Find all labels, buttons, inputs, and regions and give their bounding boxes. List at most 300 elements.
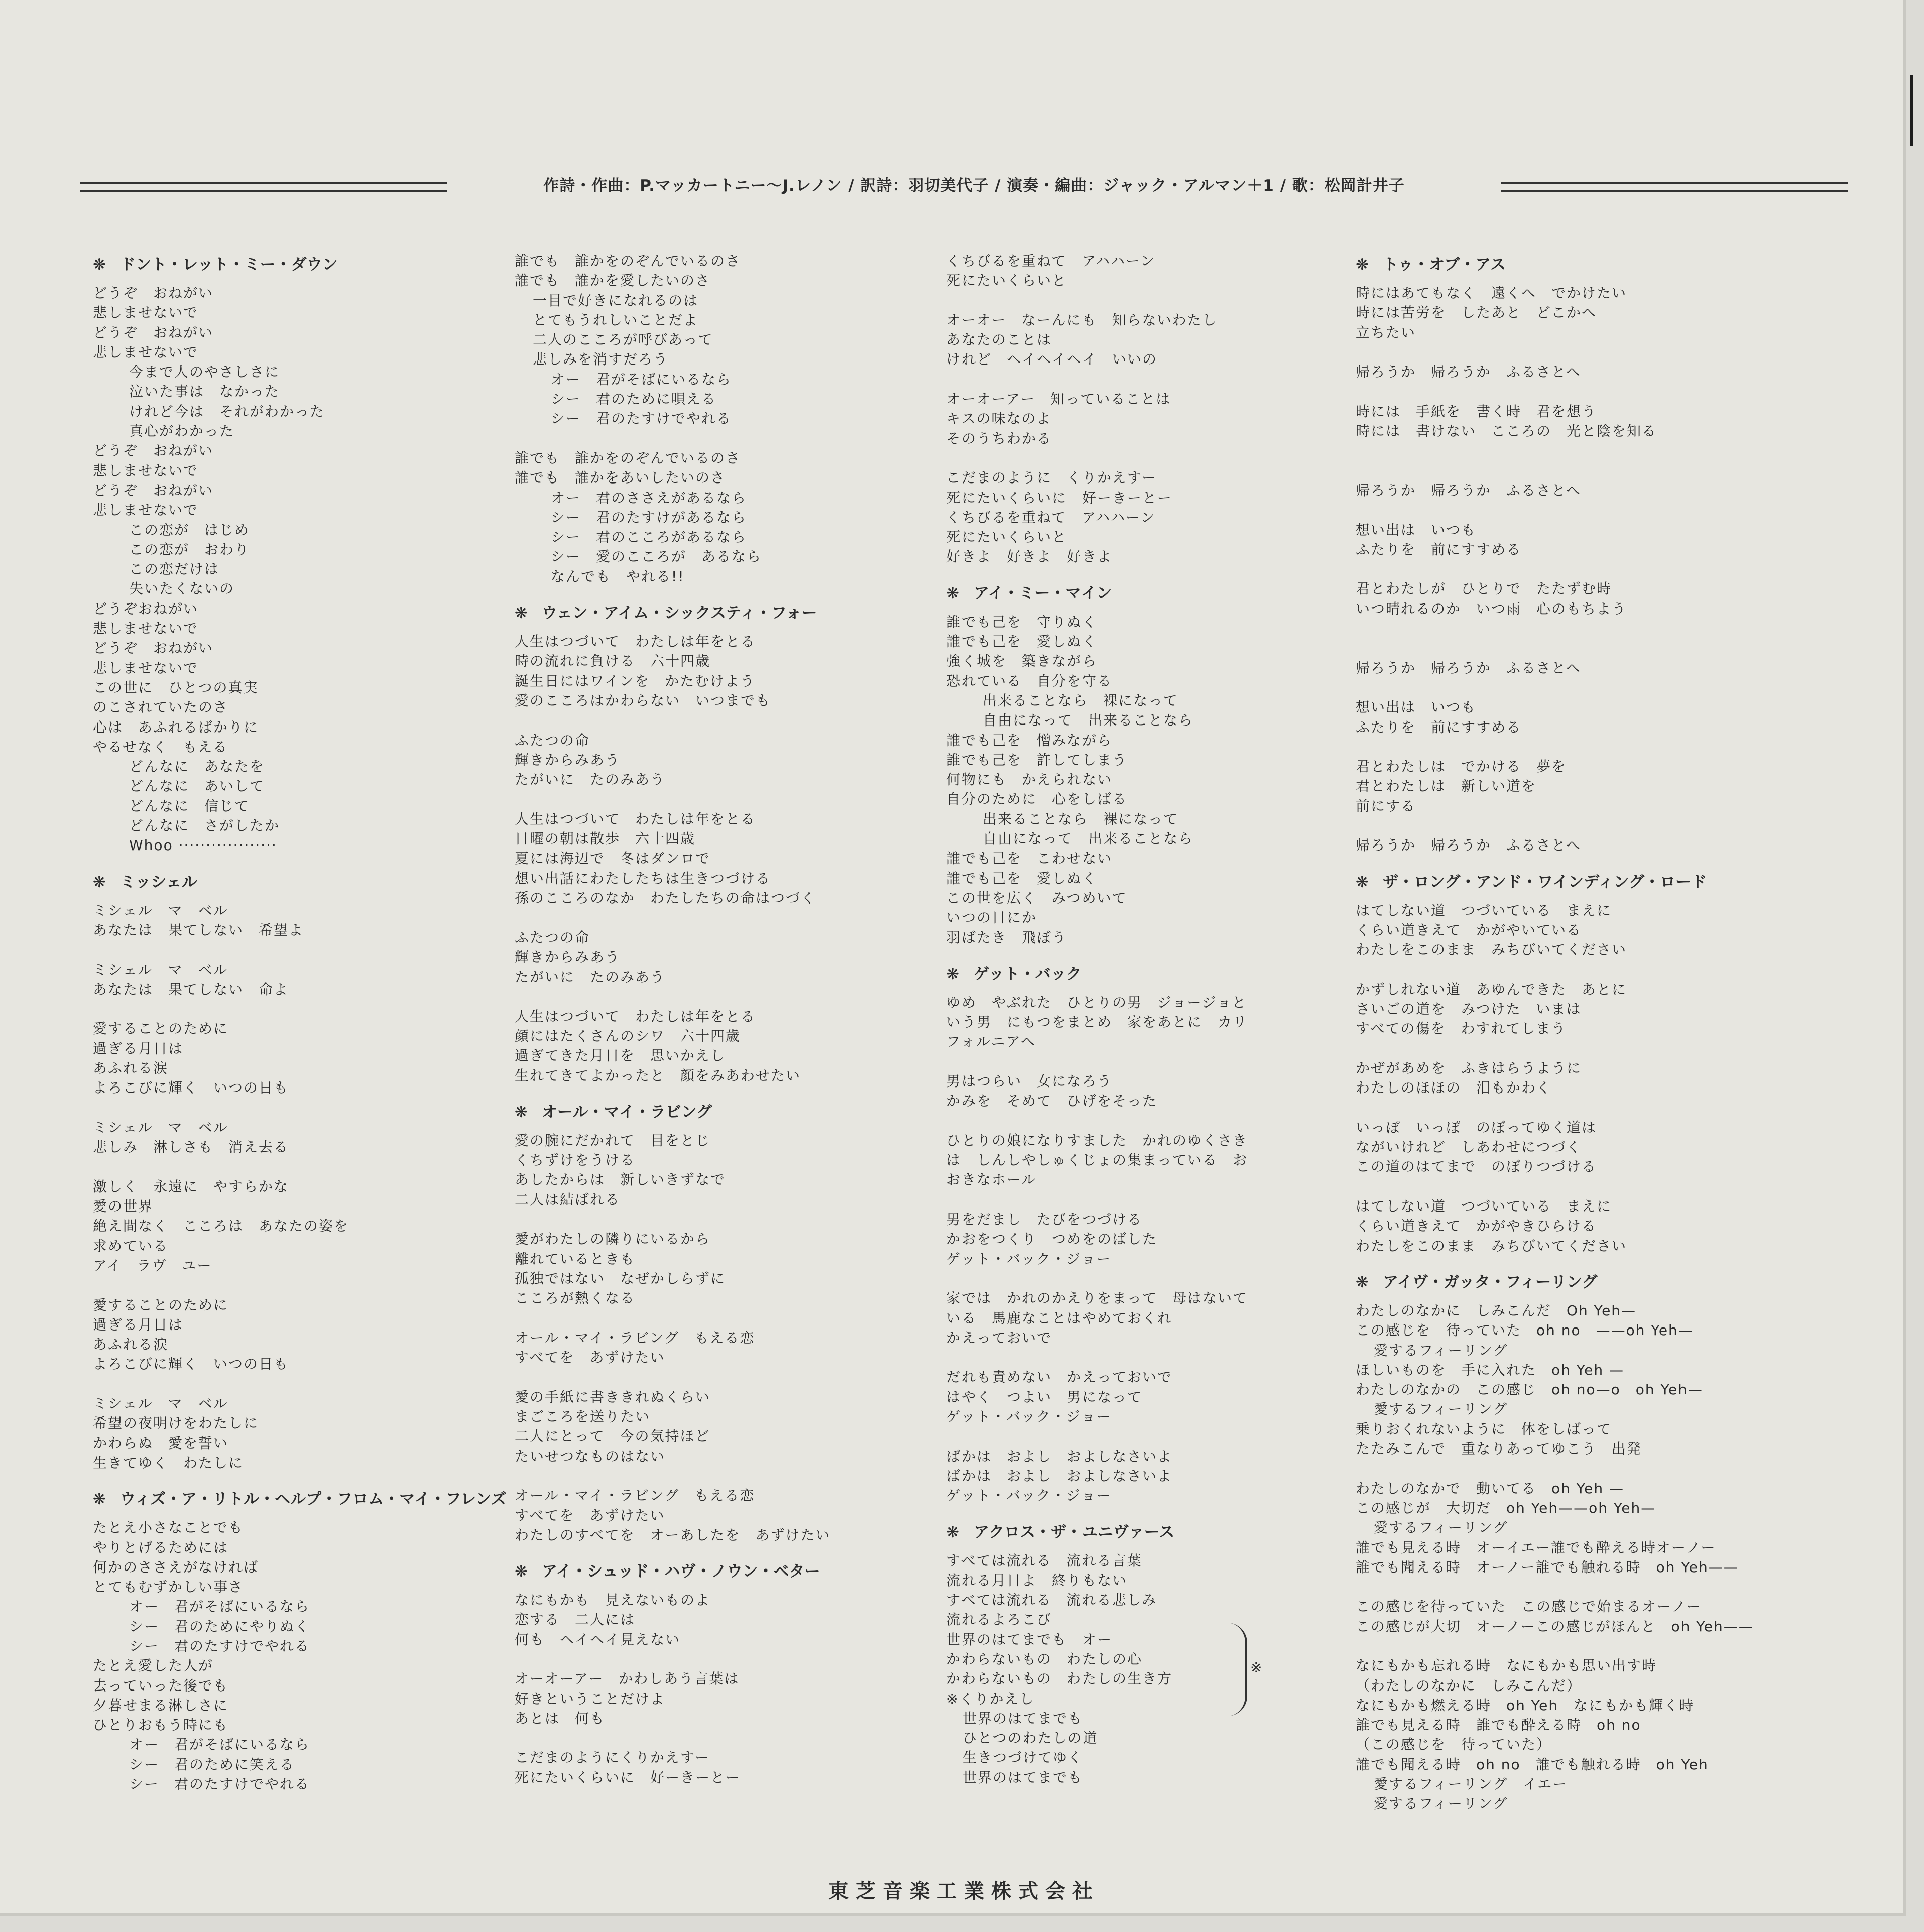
lyric-line: 誰でも己を こわせない: [946, 850, 1113, 867]
lyric-line: なんでも やれる!!: [551, 568, 685, 585]
lyric-line: オール・マイ・ラビング もえる恋: [515, 1487, 755, 1504]
lyric-line: ひとりおもう時にも: [93, 1717, 229, 1734]
stanza-gap: [946, 291, 1358, 310]
lyric-line: 悲しみを消すだろう: [533, 351, 669, 368]
lyric-line: 二人は結ばれる: [515, 1191, 621, 1208]
lyric-line: 人生はつづいて わたしは年をとる: [515, 1008, 756, 1025]
lyric-line: なにもかも燃える時 oh Yeh なにもかも輝く時: [1356, 1697, 1695, 1714]
lyric-line: シー 君のために唄える: [551, 391, 717, 408]
flower-bullet-icon: ❋: [946, 1523, 959, 1541]
lyric-line: 流れるよろこび: [946, 1611, 1052, 1628]
lyric-line: わたしをこのまま みちびいてください: [1356, 1237, 1627, 1254]
lyric-line: たいせつなものはない: [515, 1447, 666, 1465]
lyric-line: この感じが 大切だ oh Yeh——oh Yeh—: [1356, 1499, 1656, 1516]
flower-bullet-icon: ❋: [93, 1490, 106, 1509]
song-title: [515, 1099, 926, 1126]
lyric-line: この道のはてまで のぼりつづける: [1356, 1158, 1597, 1175]
lyric-line: 想い出は いつも: [1356, 699, 1477, 716]
lyric-line: 愛するフィーリング: [1374, 1795, 1508, 1813]
lyric-line: かわらないもの わたしの心: [946, 1651, 1143, 1667]
repeat-mark: ※: [1250, 1659, 1262, 1676]
lyric-line: ゲット・バック・ジョー: [946, 1408, 1112, 1425]
lyric-line: 悲しませないで: [93, 304, 199, 321]
song-title-text: ウィズ・ア・リトル・ヘルプ・フロム・マイ・フレンズ: [119, 1490, 507, 1509]
lyric-line: くらい道きえて かがやきひらける: [1356, 1218, 1597, 1235]
lyric-line: オール・マイ・ラビング もえる恋: [515, 1329, 755, 1346]
song-title: [515, 599, 926, 627]
lyric-line: ふたつの命: [515, 732, 590, 749]
lyric-line: この感じを 待っていた oh no ——oh Yeh—: [1356, 1322, 1694, 1339]
lyric-line: そのうちわかる: [946, 430, 1052, 447]
repeat-brace: [1225, 1623, 1247, 1716]
lyric-line: すべては流れる 流れる悲しみ: [946, 1592, 1157, 1609]
lyric-line: フォルニアへ: [946, 1033, 1036, 1050]
lyric-line: 誰でも見える時 誰でも酔える時 oh no: [1356, 1717, 1641, 1734]
lyric-line: 自分のために 心をしばる: [946, 791, 1128, 808]
lyric-line: この世を広く みつめいて: [946, 889, 1127, 906]
lyric-line: けれど ヘイヘイヘイ いいの: [946, 351, 1158, 368]
lyric-line: 真心がわかった: [129, 423, 235, 440]
lyric-line: かわらないもの わたしの生き方: [946, 1670, 1173, 1687]
lyric-line: どうぞ おねがい: [93, 442, 214, 459]
flower-bullet-icon: ❋: [515, 1562, 528, 1581]
stanza-gap: [946, 1052, 1358, 1071]
lyric-line: あしたからは 新しいきずなで: [515, 1171, 726, 1188]
lyric-line: 人生はつづいて わたしは年をとる: [515, 633, 756, 650]
stanza-gap: [515, 1367, 926, 1387]
lyric-line: この感じが大切 オーノーこの感じがほんと oh Yeh——: [1356, 1618, 1754, 1635]
lyric-line: たとえ小さなことでも: [93, 1519, 244, 1536]
lyric-line: 世界のはてまでも: [963, 1769, 1084, 1786]
song-title: [946, 960, 1358, 988]
song-title-text: アクロス・ザ・ユニヴァース: [973, 1523, 1175, 1541]
lyric-line: ふたりを 前にすすめる: [1356, 718, 1522, 736]
lyrics-column-1: [93, 251, 505, 1794]
lyric-line: どうぞおねがい: [93, 600, 199, 617]
lyric-line: 乗りおくれないように 体をしばって: [1356, 1420, 1612, 1437]
lyric-line: 愛の腕にだかれて 目をとじ: [515, 1132, 711, 1149]
stanza-gap: [1356, 382, 1767, 401]
lyric-line: 恋する 二人には: [515, 1611, 636, 1628]
lyric-line: さいごの道を みつけた いまは: [1356, 1001, 1582, 1018]
lyric-line: どうぞ おねがい: [93, 481, 214, 499]
lyric-line: いつ晴れるのか いつ雨 心のもちよう: [1356, 600, 1627, 617]
stanza-gap: [1356, 960, 1767, 980]
lyric-line: 顔にはたくさんのシワ 六十四歳: [515, 1027, 741, 1044]
lyric-line: かぜがあめを ふきはらうように: [1356, 1059, 1582, 1076]
song-title-text: アイ・シュッド・ハヴ・ノウン・ベター: [541, 1562, 820, 1581]
lyric-line: 死にたいくらいと: [946, 272, 1067, 289]
stanza-gap: [1356, 1577, 1767, 1597]
lyric-line: シー 君のたすけでやれる: [129, 1776, 310, 1793]
lyric-line: 立ちたい: [1356, 324, 1416, 341]
lyric-line: 死にたいくらいに 好ーきーとー: [946, 489, 1173, 506]
lyric-line: 男はつらい 女になろう: [946, 1072, 1113, 1090]
lyric-line: どんなに あいして: [129, 778, 265, 795]
lyric-line: 世界のはてまでも: [963, 1710, 1084, 1727]
lyric-line: ゲット・バック・ジョー: [946, 1487, 1112, 1504]
lyric-line: シー 君のたすけがあるなら: [551, 509, 747, 526]
song-title-text: ザ・ロング・アンド・ワインディング・ロード: [1382, 873, 1707, 891]
lyric-line: やるせなく もえる: [93, 738, 228, 755]
lyric-line: どんなに あなたを: [129, 758, 265, 775]
lyric-line: 生れてきてよかったと 顔をみあわせたい: [515, 1067, 801, 1084]
lyric-line: こだまのようにくりかえすー: [515, 1749, 710, 1766]
lyric-line: 帰ろうか 帰ろうか ふるさとへ: [1356, 659, 1581, 676]
lyric-line: あとは 何も: [515, 1710, 606, 1727]
lyric-line: この恋だけは: [129, 561, 220, 578]
lyric-line: この感じを待っていた この感じで始まるオーノー: [1356, 1598, 1702, 1615]
stanza-gap: [1356, 1098, 1767, 1118]
lyric-line: 君とわたしは でかける 夢を: [1356, 758, 1567, 775]
lyric-line: 過ぎる月日は: [93, 1316, 184, 1333]
lyric-line: かえっておいで: [946, 1329, 1052, 1346]
lyric-line: すべては流れる 流れる言葉: [946, 1552, 1142, 1569]
lyric-line: どうぞ おねがい: [93, 285, 214, 301]
stanza-gap: [93, 1157, 505, 1176]
lyric-line: なにもかも忘れる時 なにもかも思い出す時: [1356, 1657, 1657, 1674]
lyric-line: 羽ばたき 飛ぼう: [946, 929, 1067, 946]
flower-bullet-icon: ❋: [946, 584, 959, 602]
lyric-line: だれも責めない かえっておいで: [946, 1369, 1173, 1386]
song-title: [515, 1558, 926, 1585]
lyric-line: ミシェル マ ベル: [93, 1119, 228, 1136]
lyric-line: ゆめ やぶれた ひとりの男 ジョージョと: [946, 994, 1247, 1011]
lyric-line: よろこびに輝く いつの日も: [93, 1079, 289, 1097]
stanza-gap: [946, 1426, 1358, 1446]
lyric-line: 過ぎる月日は: [93, 1040, 184, 1057]
lyric-line: 死にたいくらいに 好ーきーとー: [515, 1769, 741, 1786]
lyric-line: すべてを あずけたい: [515, 1507, 665, 1524]
lyric-line: いっぽ いっぽ のぼってゆく道は: [1356, 1119, 1597, 1136]
lyric-line: 誰でも聞える時 oh no 誰でも触れる時 oh Yeh: [1356, 1756, 1709, 1773]
lyric-line: はやく つよい 男になって: [946, 1388, 1143, 1405]
stanza-gap: [93, 999, 505, 1019]
lyric-line: かずしれない道 あゆんできた あとに: [1356, 981, 1627, 998]
lyric-line: 泣いた事は なかった: [129, 383, 280, 400]
lyric-line: 悲しませないで: [93, 343, 199, 360]
lyric-line: 愛することのために: [93, 1296, 229, 1313]
song-title-text: アイ・ミー・マイン: [973, 584, 1112, 602]
stanza-gap: [515, 1308, 926, 1328]
lyric-line: 悲しみ 淋しさも 消え去る: [93, 1139, 289, 1156]
lyric-line: 誰でも己を 愛しぬく: [946, 633, 1098, 650]
lyric-line: 去っていった後でも: [93, 1677, 229, 1694]
stanza-gap: [946, 1348, 1358, 1367]
stanza-gap: [946, 1190, 1358, 1210]
lyric-line: 離れているときも: [515, 1250, 636, 1267]
song-title: [1356, 869, 1767, 896]
lyric-line: オー 君がそばにいるなら: [551, 371, 732, 388]
stanza-gap: [515, 429, 926, 448]
stanza-gap: [1356, 342, 1767, 362]
lyric-line: 心は あふれるばかりに: [93, 718, 259, 736]
lyric-line: シー 君のためにやりぬく: [129, 1618, 310, 1635]
lyric-line: 男をだまし たびをつづける: [946, 1211, 1143, 1228]
stanza-gap: [1356, 559, 1767, 579]
lyric-line: すべてを あずけたい: [515, 1349, 665, 1366]
flower-bullet-icon: ❋: [1356, 1273, 1369, 1291]
stanza-gap: [515, 987, 926, 1006]
song-title-text: トゥ・オブ・アス: [1382, 256, 1506, 274]
stanza-gap: [515, 908, 926, 927]
lyric-line: たがいに たのみあう: [515, 771, 666, 788]
lyric-line: オー 君がそばにいるなら: [129, 1598, 310, 1615]
lyric-line: 生きてゆく わたしに: [93, 1454, 244, 1471]
lyric-line: 出来ることなら 裸になって: [983, 692, 1179, 709]
lyric-line: のこされていたのさ: [93, 699, 229, 716]
stanza-gap: [1356, 619, 1767, 638]
lyric-line: ほしいものを 手に入れた oh Yeh —: [1356, 1361, 1625, 1378]
lyric-line: あふれる涙: [93, 1059, 169, 1076]
lyric-line: 絶え間なく こころは あなたの姿を: [93, 1218, 349, 1235]
song-title-text: アイヴ・ガッタ・フィーリング: [1382, 1273, 1598, 1291]
lyric-line: この世に ひとつの真実: [93, 679, 259, 696]
lyric-line: 愛の世界: [93, 1198, 154, 1215]
flower-bullet-icon: ❋: [1356, 256, 1369, 274]
lyric-line: 誕生日にはワインを かたむけよう: [515, 672, 756, 689]
lyric-line: 輝きからみあう: [515, 948, 621, 965]
lyric-line: すべての傷を わすれてしまう: [1356, 1020, 1567, 1037]
lyric-line: わたしのすべてを オーあしたを あずけたい: [515, 1526, 831, 1543]
lyrics-column-2: [515, 251, 926, 1787]
stanza-gap: [946, 448, 1358, 468]
stanza-gap: [1356, 678, 1767, 697]
lyric-line: シー 君のたすけでやれる: [129, 1638, 310, 1654]
header-rule-right: [1501, 182, 1848, 192]
lyric-line: 誰でも 誰かを愛したいのさ: [515, 272, 711, 289]
lyric-line: 悲しませないで: [93, 502, 199, 519]
lyric-line: 誰でも 誰かをのぞんでいるのさ: [515, 253, 741, 269]
lyric-line: 愛するフィーリング: [1374, 1342, 1508, 1359]
stanza-gap: [1356, 441, 1767, 460]
lyric-line: 愛の手紙に書ききれぬくらい: [515, 1388, 711, 1405]
lyric-line: 時には苦労を したあと どこかへ: [1356, 304, 1597, 321]
stanza-gap: [1356, 816, 1767, 835]
lyric-line: こだまのように くりかえすー: [946, 469, 1157, 487]
song-title: [93, 251, 505, 278]
lyric-line: 夏には海辺で 冬はダンロで: [515, 850, 711, 867]
song-title-text: ドント・レット・ミー・ダウン: [119, 256, 338, 274]
lyric-line: 自由になって 出来ることなら: [983, 712, 1194, 729]
lyric-line: シー 君のこころがあるなら: [551, 529, 747, 546]
lyric-line: 時の流れに負ける 六十四歳: [515, 653, 711, 670]
lyric-line: ひとつのわたしの道: [963, 1730, 1098, 1747]
lyric-line: ながいけれど しあわせにつづく: [1356, 1139, 1582, 1156]
lyric-line: アイ ラヴ ユー: [93, 1257, 212, 1274]
lyrics-column-3: [946, 251, 1358, 1787]
lyric-line: わたしのなかに しみこんだ Oh Yeh—: [1356, 1302, 1637, 1319]
lyric-line: 帰ろうか 帰ろうか ふるさとへ: [1356, 364, 1581, 381]
lyric-line: 愛のこころはかわらない いつまでも: [515, 692, 771, 709]
lyric-line: 誰でも見える時 オーイエー誰でも酔える時オーノー: [1356, 1539, 1716, 1556]
stanza-gap: [515, 1210, 926, 1229]
lyric-line: 誰でも己を 愛しぬく: [946, 870, 1098, 887]
lyric-line: けれど今は それがわかった: [129, 403, 325, 420]
lyric-line: 時にはあてもなく 遠くへ でかけたい: [1356, 285, 1627, 301]
lyric-line: オー 君がそばにいるなら: [129, 1736, 310, 1753]
lyric-line: オー 君のささえがあるなら: [551, 489, 747, 506]
lyric-line: ゲット・バック・ジョー: [946, 1250, 1112, 1267]
song-title: [946, 580, 1358, 607]
song-title-text: ミッシェル: [119, 873, 197, 891]
lyric-line: まごころを送りたい: [515, 1408, 651, 1425]
lyric-line: 孤独ではない なぜかしらずに: [515, 1270, 726, 1287]
lyric-line: 誰でも己を 憎みながら: [946, 732, 1113, 749]
lyric-line: オーオーアー 知っていることは: [946, 391, 1171, 408]
lyric-line: 生きつづけてゆく: [963, 1749, 1084, 1766]
lyric-line: どうぞ おねがい: [93, 324, 214, 341]
lyric-line: 悲しませないで: [93, 659, 199, 676]
lyric-line: シー 愛のこころが あるなら: [551, 548, 762, 565]
lyric-line: （わたしのなかに しみこんだ）: [1356, 1677, 1582, 1694]
lyric-line: くらい道きえて かがやいている: [1356, 921, 1582, 938]
lyric-line: わたしをこのまま みちびいてください: [1356, 941, 1627, 958]
lyric-line: どうぞ おねがい: [93, 640, 214, 657]
lyric-line: くちびるを重ねて アハハーン: [946, 253, 1156, 269]
lyric-line: 誰でも己を 許してしまう: [946, 751, 1128, 768]
lyric-line: 愛するフィーリング: [1374, 1519, 1508, 1536]
stanza-gap: [515, 1466, 926, 1486]
lyric-line: いる 馬鹿なことはやめておくれ: [946, 1309, 1173, 1326]
lyric-line: 一目で好きになれるのは: [533, 292, 699, 309]
lyric-line: おきなホール: [946, 1171, 1037, 1188]
flower-bullet-icon: ❋: [946, 964, 959, 983]
edge-mark: [1910, 75, 1924, 146]
lyric-line: あなたのことは: [946, 331, 1052, 348]
lyric-line: あなたは 果てしない 希望よ: [93, 921, 304, 938]
lyric-line: 出来ることなら 裸になって: [983, 810, 1179, 827]
lyric-line: ふたつの命: [515, 929, 590, 946]
lyric-line: 求めている: [93, 1237, 169, 1254]
lyric-line: シー 君のために笑える: [129, 1756, 295, 1773]
lyric-line: たたみこんで 重なりあってゆこう 出発: [1356, 1440, 1642, 1458]
lyric-line: なにもかも 見えないものよ: [515, 1592, 711, 1609]
lyric-line: ミシェル マ ベル: [93, 902, 228, 919]
flower-bullet-icon: ❋: [93, 873, 106, 891]
lyric-line: ※くりかえし: [946, 1690, 1035, 1707]
lyric-line: わたしのなかで 動いてる oh Yeh —: [1356, 1480, 1625, 1497]
lyric-line: 過ぎてきた月日を 思いかえし: [515, 1047, 726, 1064]
lyric-line: 愛することのために: [93, 1020, 229, 1037]
stanza-gap: [1356, 1039, 1767, 1058]
lyric-line: 何物にも かえられない: [946, 771, 1113, 788]
stanza-gap: [93, 1098, 505, 1118]
flower-bullet-icon: ❋: [1356, 873, 1369, 891]
lyric-line: 夕暮せまる淋しさに: [93, 1697, 229, 1714]
lyric-line: 帰ろうか 帰ろうか ふるさとへ: [1356, 481, 1581, 499]
lyric-line: ふたりを 前にすすめる: [1356, 541, 1522, 558]
lyric-line: 人生はつづいて わたしは年をとる: [515, 810, 756, 827]
lyric-line: 時には 書けない こころの 光と陰を知る: [1356, 423, 1657, 440]
lyric-line: 家では かれのかえりをまって 母はないて: [946, 1290, 1248, 1307]
lyric-line: とてもうれしいことだよ: [533, 311, 699, 328]
song-title: [1356, 1269, 1767, 1296]
lyric-line: （この感じを 待っていた）: [1356, 1736, 1552, 1753]
lyric-line: 誰でも 誰かをあいしたいのさ: [515, 469, 726, 487]
lyric-line: オーオー なーんにも 知らないわたし: [946, 311, 1218, 328]
lyric-line: 想い出話にわたしたちは生きつづける: [515, 870, 771, 887]
stanza-gap: [515, 1728, 926, 1748]
flower-bullet-icon: ❋: [515, 1103, 528, 1121]
lyric-line: この恋が おわり: [129, 541, 250, 558]
lyric-line: ばかは およし およしなさいよ: [946, 1447, 1173, 1465]
stanza-gap: [1356, 1636, 1767, 1656]
flower-bullet-icon: ❋: [515, 604, 528, 623]
lyric-line: 想い出は いつも: [1356, 521, 1477, 538]
flower-bullet-icon: ❋: [93, 256, 106, 274]
lyric-line: あなたは 果てしない 命よ: [93, 981, 289, 998]
lyric-line: 死にたいくらいと: [946, 529, 1067, 546]
lyric-line: 誰でも己を 守りぬく: [946, 613, 1098, 630]
song-title: [946, 1519, 1358, 1546]
lyric-line: 二人のこころが呼びあって: [533, 331, 713, 348]
lyric-line: 日曜の朝は散歩 六十四歳: [515, 830, 696, 848]
credits-line: 作詩・作曲：P.マッカートニー〜J.レノン / 訳詩：羽切美代子 / 演奏・編曲：ジャック・アルマン＋1 / 歌：松岡計井子: [543, 177, 1405, 195]
lyric-line: やりとげるためには: [93, 1539, 229, 1556]
lyric-line: 愛がわたしの隣りにいるから: [515, 1231, 711, 1248]
stanza-gap: [1356, 500, 1767, 520]
lyric-line: こころが熱くなる: [515, 1290, 636, 1307]
lyric-line: とてもむずかしい事さ: [93, 1579, 244, 1596]
stanza-gap: [946, 370, 1358, 389]
stanza-gap: [946, 1269, 1358, 1288]
stanza-gap: [93, 1374, 505, 1394]
lyric-line: くちずけをうける: [515, 1152, 636, 1169]
lyric-line: ばかは およし およしなさいよ: [946, 1467, 1173, 1484]
lyric-line: 何も ヘイヘイ見えない: [515, 1631, 681, 1648]
stanza-gap: [1356, 1177, 1767, 1196]
lyric-line: たとえ愛した人が: [93, 1657, 214, 1674]
lyric-line: ミシェル マ ベル: [93, 961, 228, 978]
lyric-line: わたしのほほの 泪もかわく: [1356, 1079, 1552, 1097]
lyric-line: はてしない道 つづいている まえに: [1356, 902, 1612, 919]
lyric-line: 君とわたしは 新しい道を: [1356, 778, 1537, 795]
lyric-line: ひとりの娘になりすました かれのゆくさき: [946, 1132, 1248, 1149]
lyric-line: 希望の夜明けをわたしに: [93, 1415, 259, 1432]
lyric-line: 孫のこころのなか わたしたちの命はつづく: [515, 889, 816, 906]
lyric-line: 失いたくないの: [129, 580, 235, 597]
stanza-gap: [515, 1649, 926, 1669]
stanza-gap: [1356, 638, 1767, 658]
lyric-line: 自由になって 出来ることなら: [983, 830, 1194, 848]
lyric-line: 悲しませないで: [93, 620, 199, 637]
lyric-line: 誰でも 誰かをのぞんでいるのさ: [515, 449, 741, 466]
lyric-line: 前にする: [1356, 797, 1416, 814]
stanza-gap: [1356, 737, 1767, 757]
stanza-gap: [1356, 461, 1767, 480]
lyric-line: は しんしやしゅくじょの集まっている お: [946, 1152, 1248, 1169]
lyric-line: くちびるを重ねて アハハーン: [946, 509, 1156, 526]
lyric-line: あふれる涙: [93, 1336, 169, 1353]
lyric-line: 何かのささえがなければ: [93, 1558, 259, 1576]
song-title-text: ウェン・アイム・シックスティ・フォー: [541, 604, 817, 623]
lyric-line: かみを そめて ひげをそった: [946, 1093, 1158, 1110]
lyric-line: 好きよ 好きよ 好きよ: [946, 548, 1113, 565]
publisher-footer: 東芝音楽工業株式会社: [828, 1880, 1100, 1903]
lyric-line: シー 君のたすけでやれる: [551, 410, 732, 427]
song-title-text: ゲット・バック: [973, 964, 1082, 983]
lyric-line: いう男 にもつをまとめ 家をあとに カリ: [946, 1014, 1248, 1031]
lyric-line: ミシェル マ ベル: [93, 1395, 228, 1412]
song-title: [1356, 251, 1767, 278]
lyric-line: 帰ろうか 帰ろうか ふるさとへ: [1356, 837, 1581, 854]
lyric-line: オーオーアー かわしあう言葉は: [515, 1670, 740, 1687]
lyric-line: 誰でも聞える時 オーノー誰でも触れる時 oh Yeh——: [1356, 1558, 1739, 1576]
lyric-line: たがいに たのみあう: [515, 969, 666, 986]
lyric-line: キスの味なのよ: [946, 410, 1052, 427]
lyric-line: かおをつくり つめをのばした: [946, 1231, 1158, 1248]
